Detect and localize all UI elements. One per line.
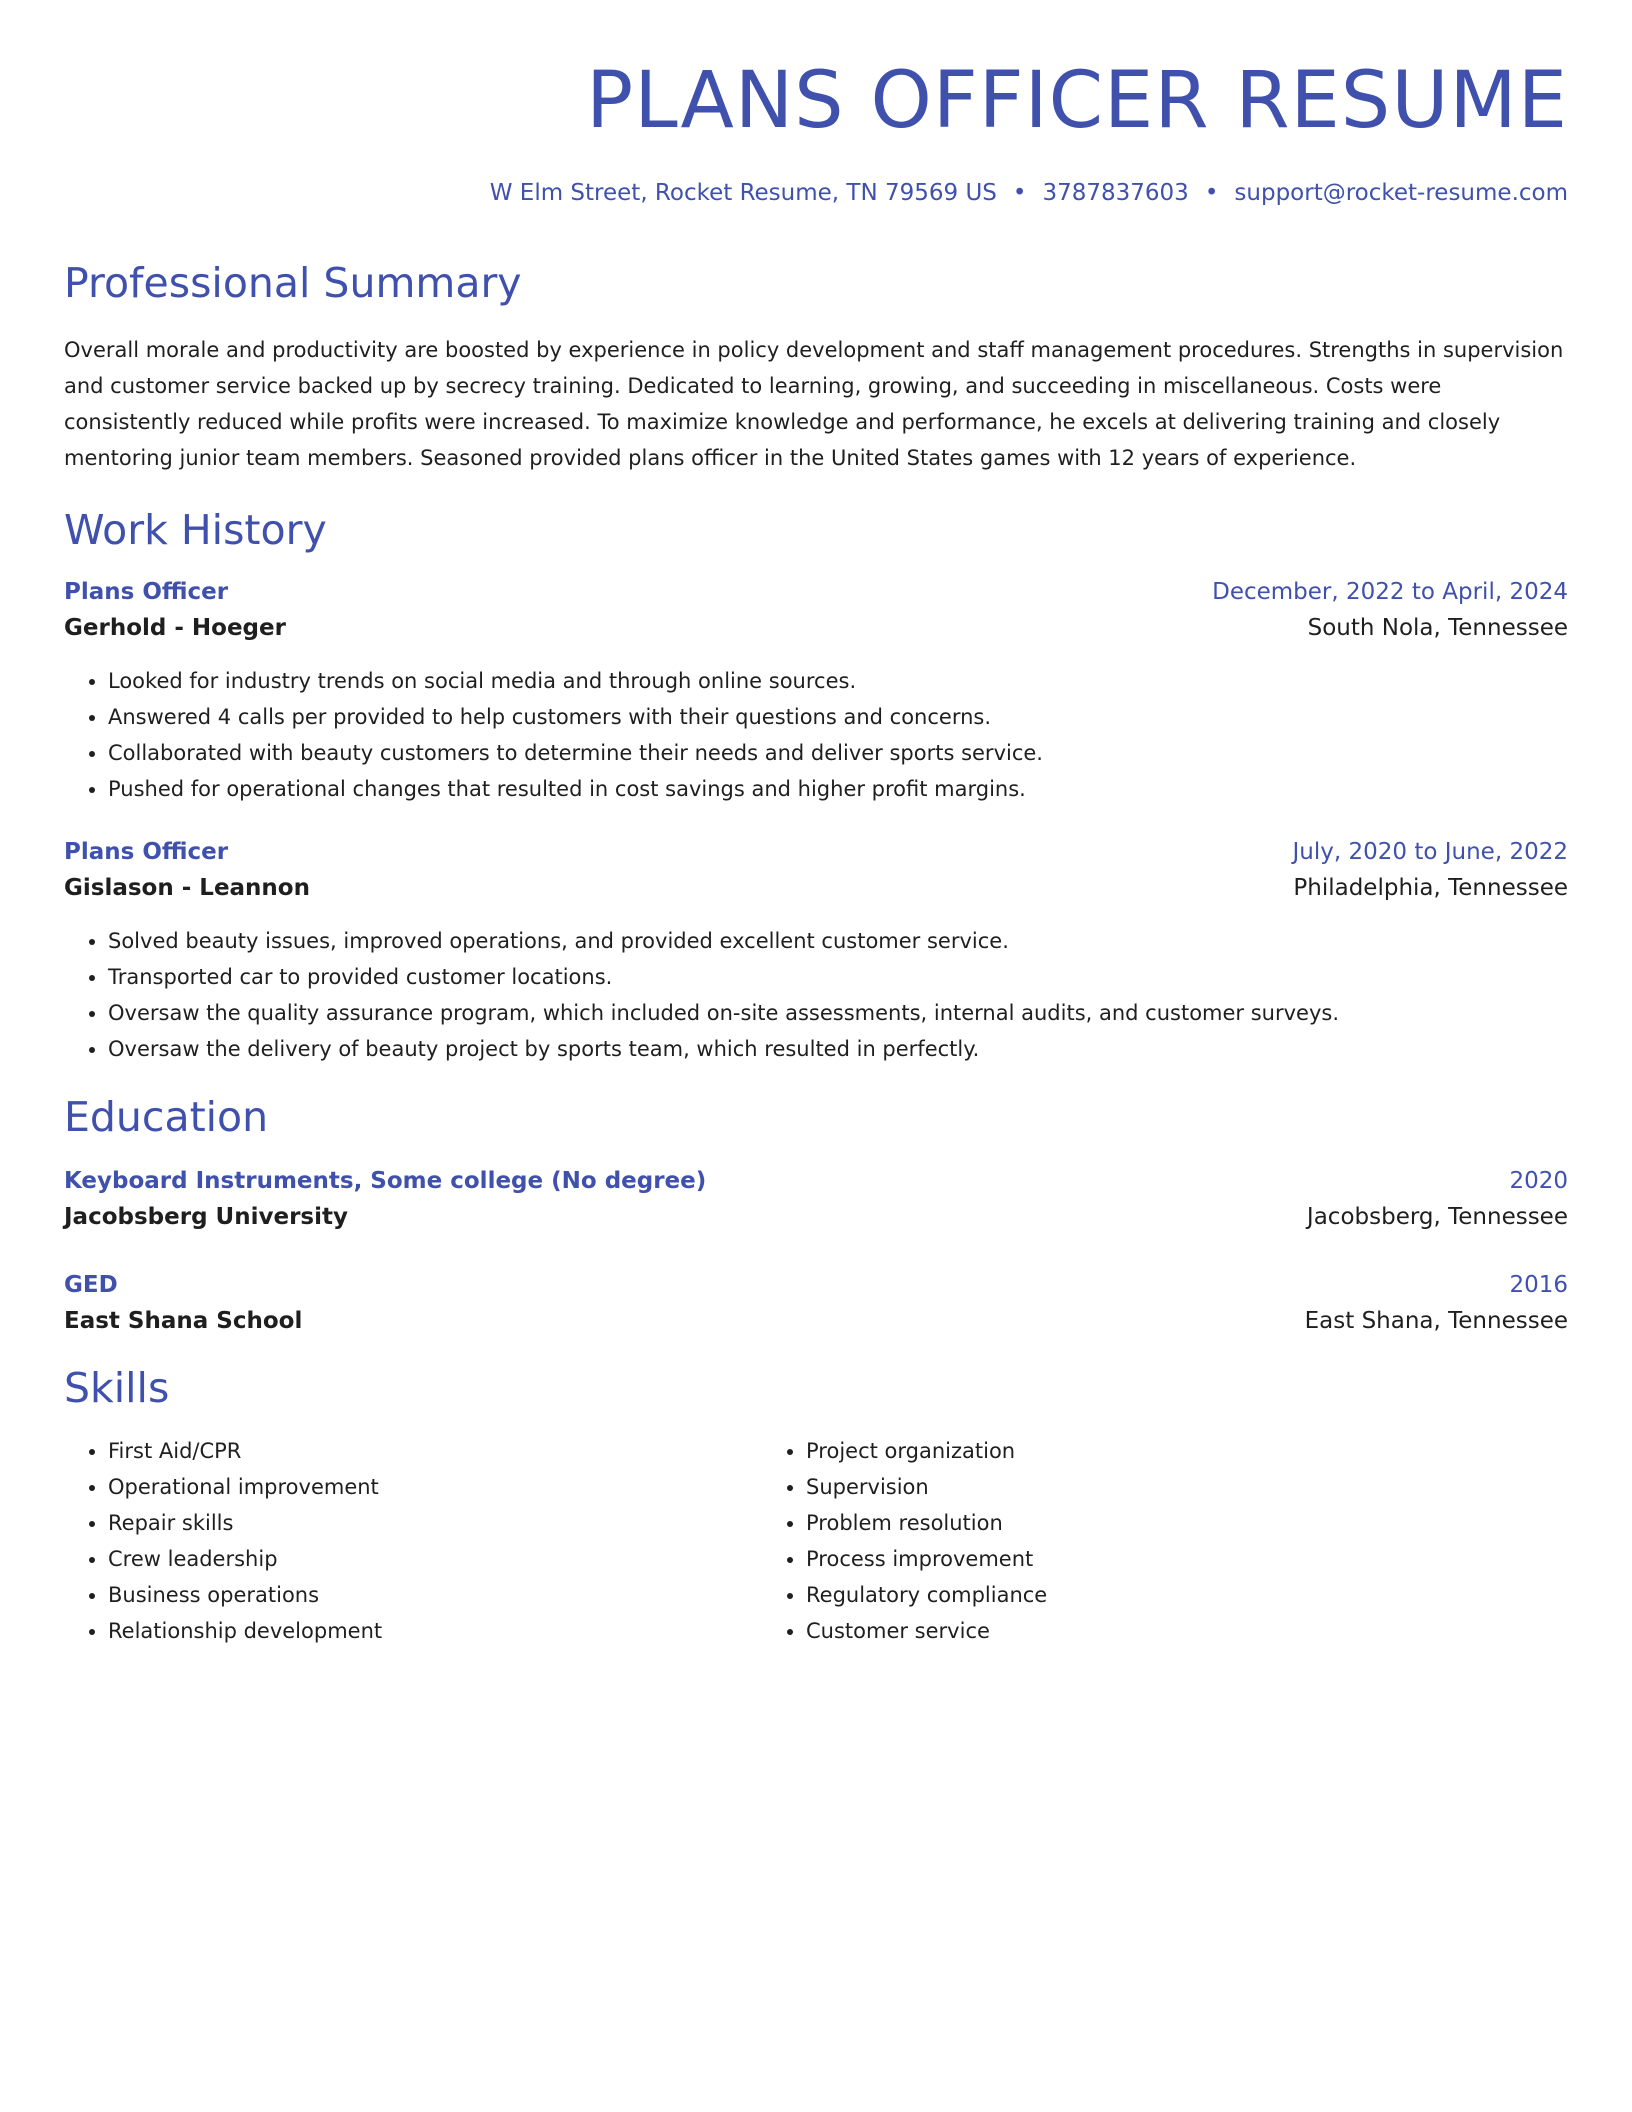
education-year: 2020 bbox=[1509, 1168, 1568, 1194]
job-bullet: • Solved beauty issues, improved operations, and provided excellent customer service. bbox=[108, 923, 1568, 959]
skill-item: • Problem resolution bbox=[806, 1505, 1568, 1541]
section-title-education: Education bbox=[64, 1093, 269, 1141]
section-title-summary: Professional Summary bbox=[64, 259, 522, 307]
education-degree: Keyboard Instruments, Some college (No degree) bbox=[64, 1168, 707, 1194]
skills-list-right bbox=[762, 1433, 1568, 1649]
skill-item: • Regulatory compliance bbox=[806, 1577, 1568, 1613]
job-bullet: • Looked for industry trends on social media and through online sources. bbox=[108, 663, 1568, 699]
job-bullet: • Oversaw the quality assurance program, which included on-site assessments, internal audits, and customer surveys. bbox=[108, 995, 1568, 1031]
skill-item: • Process improvement bbox=[806, 1541, 1568, 1577]
job-role: Plans Officer bbox=[64, 839, 229, 865]
education-school: Jacobsberg University bbox=[64, 1204, 348, 1230]
skill-item: • Crew leadership bbox=[108, 1541, 762, 1577]
education-location: East Shana, Tennessee bbox=[1304, 1308, 1568, 1334]
skills-list-left bbox=[64, 1433, 762, 1649]
job-bullet: • Answered 4 calls per provided to help customers with their questions and concerns. bbox=[108, 699, 1568, 735]
skill-item: • Repair skills bbox=[108, 1505, 762, 1541]
job-bullet: • Oversaw the delivery of beauty project by sports team, which resulted in perfectly. bbox=[108, 1031, 1568, 1067]
contact-line bbox=[64, 182, 1568, 205]
job-bullet: • Collaborated with beauty customers to determine their needs and deliver sports service. bbox=[108, 735, 1568, 771]
skills-columns bbox=[64, 1433, 1568, 1649]
contact-email[interactable]: support@rocket-resume.com bbox=[1234, 180, 1568, 206]
job-bullets bbox=[64, 923, 1568, 1067]
job-role: Plans Officer bbox=[64, 579, 229, 605]
skill-item: • Customer service bbox=[806, 1613, 1568, 1649]
contact-separator: • bbox=[1012, 180, 1027, 206]
contact-phone: 3787837603 bbox=[1042, 180, 1189, 206]
job-company: Gislason - Leannon bbox=[64, 875, 310, 901]
education-school: East Shana School bbox=[64, 1308, 303, 1334]
job-entry bbox=[64, 839, 1568, 1067]
contact-address: W Elm Street, Rocket Resume, TN 79569 US bbox=[489, 180, 997, 206]
skill-item: • Operational improvement bbox=[108, 1469, 762, 1505]
skill-item: • Relationship development bbox=[108, 1613, 762, 1649]
summary-text: Overall morale and productivity are boosted by experience in policy development and staff management procedures. Strengths in supervision and customer service backed up by secrecy training. Dedicated to learning, growing, and succeeding in miscellaneous. Costs were consistently reduced while profits were increased. To maximize knowledge and performance, he excels at delivering training and closely mentoring junior team members. Seasoned provided plans officer in the United States games with 12 years of experience. bbox=[64, 338, 1564, 470]
skill-item: • Business operations bbox=[108, 1577, 762, 1613]
education-location: Jacobsberg, Tennessee bbox=[1306, 1204, 1568, 1230]
job-entry bbox=[64, 579, 1568, 807]
job-dates: July, 2020 to June, 2022 bbox=[1292, 839, 1568, 865]
contact-separator: • bbox=[1204, 180, 1219, 206]
resume-header bbox=[64, 56, 1568, 206]
job-bullet: • Pushed for operational changes that resulted in cost savings and higher profit margins. bbox=[108, 771, 1568, 807]
job-location: Philadelphia, Tennessee bbox=[1293, 875, 1568, 901]
skill-item: • Supervision bbox=[806, 1469, 1568, 1505]
education-year: 2016 bbox=[1509, 1272, 1568, 1298]
skill-item: • Project organization bbox=[806, 1433, 1568, 1469]
education-entry bbox=[64, 1272, 1568, 1334]
education-entry bbox=[64, 1168, 1568, 1230]
education-degree: GED bbox=[64, 1272, 118, 1298]
job-company: Gerhold - Hoeger bbox=[64, 615, 286, 641]
job-location: South Nola, Tennessee bbox=[1307, 615, 1568, 641]
section-title-skills: Skills bbox=[64, 1364, 170, 1412]
skill-item: • First Aid/CPR bbox=[108, 1433, 762, 1469]
section-title-work-history: Work History bbox=[64, 506, 327, 554]
job-dates: December, 2022 to April, 2024 bbox=[1212, 579, 1568, 605]
job-bullets bbox=[64, 663, 1568, 807]
resume-title: PLANS OFFICER RESUME bbox=[586, 56, 1568, 146]
job-bullet: • Transported car to provided customer locations. bbox=[108, 959, 1568, 995]
